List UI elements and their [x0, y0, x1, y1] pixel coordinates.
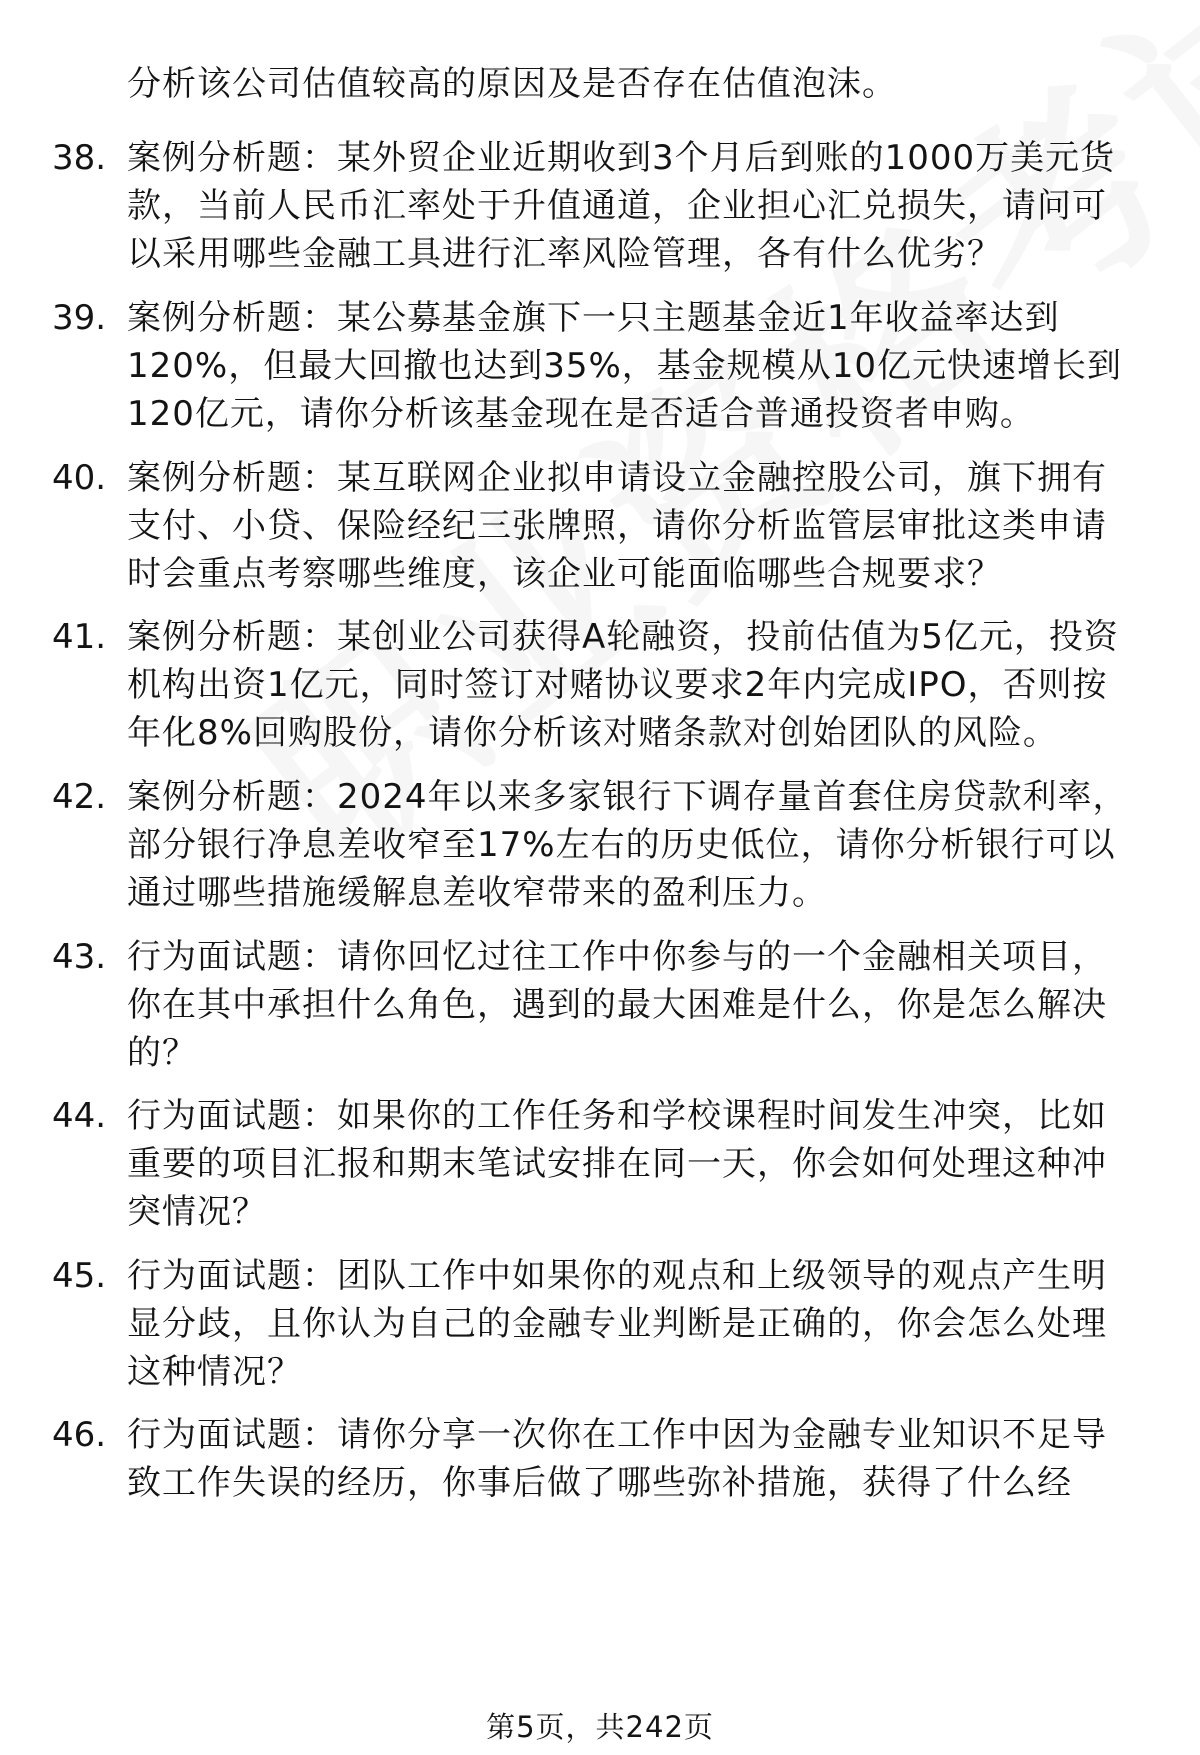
question-line: 支付、小贷、保险经纪三张牌照，请你分析监管层审批这类申请 — [127, 506, 1107, 546]
question-text — [127, 1252, 1177, 1396]
question-number: 44. — [52, 1096, 107, 1136]
question-line: 行为面试题：请你回忆过往工作中你参与的一个金融相关项目， — [127, 937, 1107, 977]
question-line: 以采用哪些金融工具进行汇率风险管理，各有什么优劣？ — [127, 234, 1002, 274]
question-line: 案例分析题：2024年以来多家银行下调存量首套住房贷款利率， — [127, 777, 1128, 817]
question-number: 45. — [52, 1256, 107, 1296]
question-line: 年化8%回购股份，请你分析该对赌条款对创始团队的风险。 — [127, 713, 1058, 753]
continuation-text: 分析该公司估值较高的原因及是否存在估值泡沫。 — [127, 64, 897, 104]
question-number: 42. — [52, 777, 107, 817]
question-line: 你在其中承担什么角色，遇到的最大困难是什么，你是怎么解决 — [127, 985, 1107, 1025]
question-text — [127, 1092, 1177, 1236]
question-line: 显分歧，且你认为自己的金融专业判断是正确的，你会怎么处理 — [127, 1304, 1107, 1344]
question-text — [127, 294, 1177, 438]
question-line: 行为面试题：请你分享一次你在工作中因为金融专业知识不足导 — [127, 1415, 1107, 1455]
question-number: 43. — [52, 937, 107, 977]
question-number: 41. — [52, 617, 107, 657]
question-line: 行为面试题：如果你的工作任务和学校课程时间发生冲突，比如 — [127, 1096, 1107, 1136]
question-line: 时会重点考察哪些维度，该企业可能面临哪些合规要求？ — [127, 554, 1002, 594]
question-line: 重要的项目汇报和期末笔试安排在同一天，你会如何处理这种冲 — [127, 1144, 1107, 1184]
question-number: 40. — [52, 458, 107, 498]
question-line: 款，当前人民币汇率处于升值通道，企业担心汇兑损失，请问可 — [127, 186, 1107, 226]
question-line: 案例分析题：某公募基金旗下一只主题基金近1年收益率达到 — [127, 298, 1060, 338]
question-line: 案例分析题：某创业公司获得A轮融资，投前估值为5亿元，投资 — [127, 617, 1119, 657]
question-text — [127, 134, 1177, 278]
question-line: 120亿元，请你分析该基金现在是否适合普通投资者申购。 — [127, 394, 1035, 434]
question-line: 120%，但最大回撤也达到35%，基金规模从10亿元快速增长到 — [127, 346, 1123, 386]
question-line: 致工作失误的经历，你事后做了哪些弥补措施，获得了什么经 — [127, 1463, 1072, 1503]
question-line: 突情况？ — [127, 1192, 267, 1232]
question-line: 案例分析题：某外贸企业近期收到3个月后到账的1000万美元货 — [127, 138, 1116, 178]
question-number: 39. — [52, 298, 107, 338]
question-text — [127, 1411, 1177, 1507]
question-line: 行为面试题：团队工作中如果你的观点和上级领导的观点产生明 — [127, 1256, 1107, 1296]
question-text — [127, 454, 1177, 598]
question-line: 的？ — [127, 1033, 197, 1073]
question-number: 38. — [52, 138, 107, 178]
question-line: 案例分析题：某互联网企业拟申请设立金融控股公司，旗下拥有 — [127, 458, 1107, 498]
question-text — [127, 613, 1177, 757]
page-number-footer: 第5页，共242页 — [486, 1710, 714, 1744]
question-line: 通过哪些措施缓解息差收窄带来的盈利压力。 — [127, 873, 827, 913]
question-number: 46. — [52, 1415, 107, 1455]
question-line: 部分银行净息差收窄至17%左右的历史低位，请你分析银行可以 — [127, 825, 1116, 865]
question-line: 这种情况？ — [127, 1352, 302, 1392]
question-text — [127, 933, 1177, 1077]
question-text — [127, 773, 1177, 917]
question-line: 机构出资1亿元，同时签订对赌协议要求2年内完成IPO，否则按 — [127, 665, 1108, 705]
